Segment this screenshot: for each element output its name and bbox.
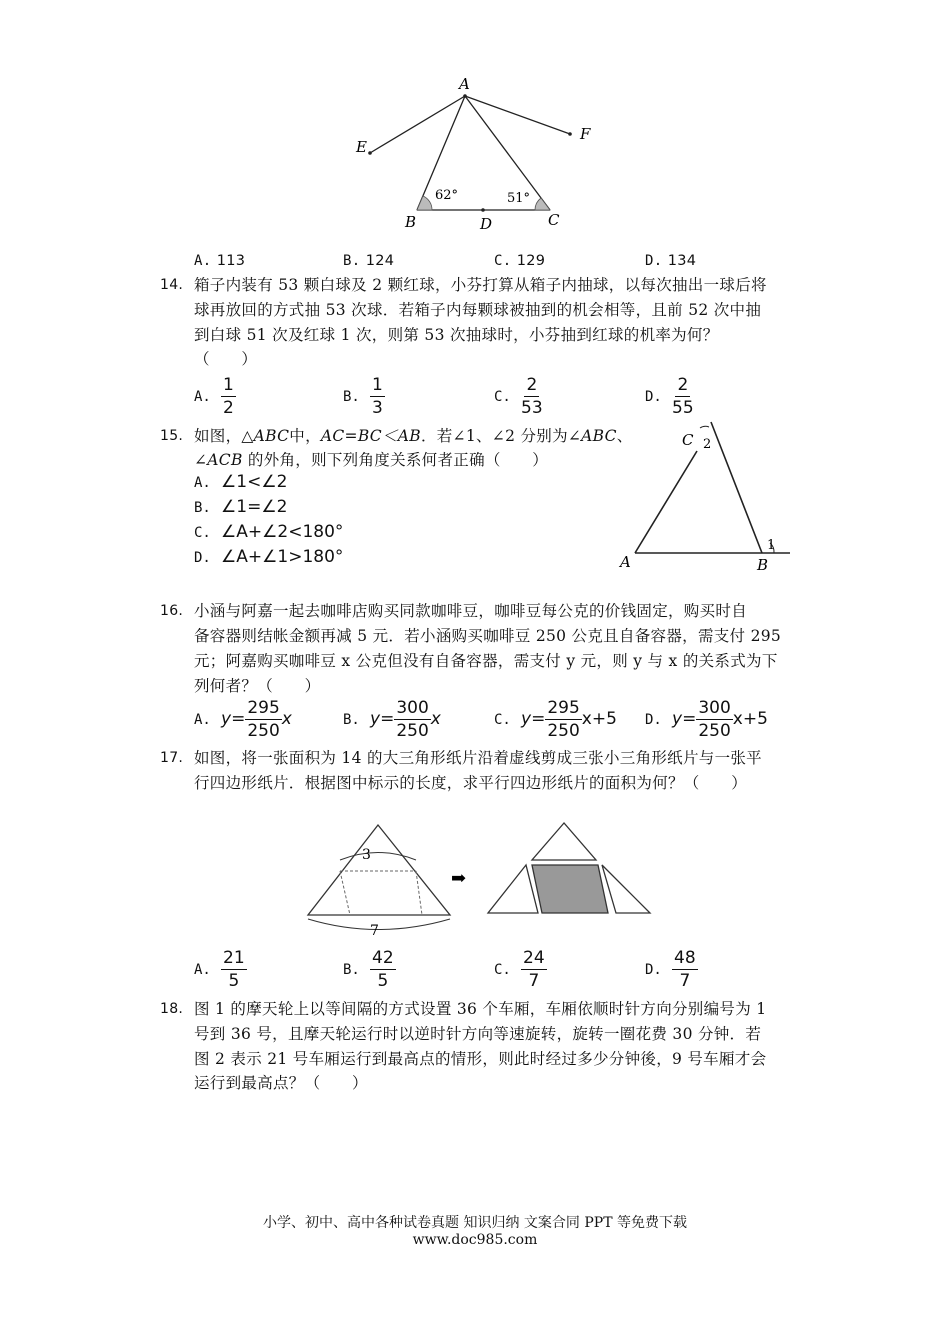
fig13-label-f: F <box>580 125 591 143</box>
q15-option-a[interactable]: A. ∠1<∠2 <box>194 472 288 492</box>
fig13-angle-c: 51° <box>507 191 531 206</box>
q16-line-3: 元；阿嘉购买咖啡豆 x 公克但没有自备容器，需支付 y 元，则 y 与 x 的关系式为下 <box>194 652 778 670</box>
fraction: $\frac{300}{250}$ <box>396 698 429 741</box>
q15-option-d[interactable]: D. ∠A+∠1>180° <box>194 547 344 567</box>
q16-line-4: 列何者？（ ） <box>194 677 321 695</box>
q14-option-b[interactable]: B. $\frac{1}{3}$ <box>343 375 383 418</box>
q15-line-2: ∠ACB 的外角，则下列角度关系何者正确（ ） <box>194 451 549 469</box>
q17-line-2: 行四边形纸片．根据图中标示的长度，求平行四边形纸片的面积为何？（ ） <box>194 774 748 792</box>
fig15-label-b: B <box>757 556 769 574</box>
q15-option-c[interactable]: C. ∠A+∠2<180° <box>194 522 344 542</box>
fig13-angle-b: 62° <box>435 188 459 203</box>
fraction: $\frac{295}{250}$ <box>247 698 280 741</box>
fig15-label-a: A <box>620 553 631 571</box>
fig15-label-c: C <box>682 431 694 449</box>
q16-option-b[interactable]: B. y= $\frac{300}{250}$ x <box>343 698 441 741</box>
q17-option-d[interactable]: D. $\frac{48}{7}$ <box>645 948 696 991</box>
q15-number: 15. <box>160 428 184 444</box>
fig15-angle-1: 1 <box>767 538 776 553</box>
q15-figure <box>612 415 802 575</box>
q14-option-d[interactable]: D. $\frac{2}{55}$ <box>645 375 694 418</box>
fig17-label-bottom: 7 <box>370 923 379 939</box>
q13-option-c[interactable]: C. 129 <box>494 253 546 269</box>
q16-line-2: 备容器则结帐金额再减 5 元．若小涵购买咖啡豆 250 公克且自备容器，需支付 295 <box>194 627 782 645</box>
footer-text: 小学、初中、高中各种试卷真题 知识归纳 文案合同 PPT 等免费下载 <box>263 1215 687 1231</box>
fig13-label-c: C <box>548 211 560 229</box>
fig13-label-e: E <box>356 138 367 156</box>
q18-line-2: 号到 36 号，且摩天轮运行时以逆时针方向等速旋转，旋转一圈花费 30 分钟．若 <box>194 1025 762 1043</box>
q14-line-2: 球再放回的方式抽 53 次球．若箱子内每颗球被抽到的机会相等，且前 52 次中抽 <box>194 301 762 319</box>
q16-option-c[interactable]: C. y= $\frac{295}{250}$ x+5 <box>494 698 617 741</box>
q16-option-a[interactable]: A. y= $\frac{295}{250}$ x <box>194 698 292 741</box>
q18-line-4: 运行到最高点？（ ） <box>194 1074 368 1092</box>
fraction: $\frac{48}{7}$ <box>674 948 696 991</box>
q15-line-1: 如图，△ABC中，AC=BC＜AB．若∠1、∠2 分别为∠ABC、 <box>194 427 633 445</box>
q13-option-b[interactable]: B. 124 <box>343 253 395 269</box>
fraction: $\frac{21}{5}$ <box>223 948 245 991</box>
fraction: $\frac{2}{55}$ <box>672 375 694 418</box>
q17-figure <box>300 815 670 940</box>
fraction: $\frac{1}{3}$ <box>372 375 383 418</box>
q17-option-b[interactable]: B. $\frac{42}{5}$ <box>343 948 394 991</box>
q18-line-1: 图 1 的摩天轮上以等间隔的方式设置 36 个车厢，车厢依顺时针方向分别编号为 1 <box>194 1000 767 1018</box>
fraction: $\frac{24}{7}$ <box>523 948 545 991</box>
fig13-label-a: A <box>459 75 470 93</box>
arrow-right-icon: ➡ <box>451 868 467 889</box>
q16-line-1: 小涵与阿嘉一起去咖啡店购买同款咖啡豆，咖啡豆每公克的价钱固定，购买时自 <box>194 602 748 620</box>
q14-line-3: 到白球 51 次及红球 1 次，则第 53 次抽球时，小芬抽到红球的机率为何？ <box>194 326 719 344</box>
q13-option-d[interactable]: D. 134 <box>645 253 697 269</box>
q14-line-1: 箱子内装有 53 颗白球及 2 颗红球，小芬打算从箱子内抽球，以每次抽出一球后将 <box>194 276 767 294</box>
q18-number: 18. <box>160 1001 184 1017</box>
q16-option-d[interactable]: D. y= $\frac{300}{250}$ x+5 <box>645 698 768 741</box>
fraction: $\frac{2}{53}$ <box>521 375 543 418</box>
fig17-label-top: 3 <box>362 847 371 863</box>
q17-line-1: 如图，将一张面积为 14 的大三角形纸片沿着虚线剪成三张小三角形纸片与一张平 <box>194 749 762 767</box>
fraction: $\frac{300}{250}$ <box>698 698 731 741</box>
fraction: $\frac{295}{250}$ <box>547 698 580 741</box>
q14-option-a[interactable]: A. $\frac{1}{2}$ <box>194 375 234 418</box>
fig13-label-d: D <box>480 215 493 233</box>
q13-option-a[interactable]: A. 113 <box>194 253 246 269</box>
fraction: $\frac{1}{2}$ <box>223 375 234 418</box>
fig15-angle-2: 2 <box>703 437 712 452</box>
fraction: $\frac{42}{5}$ <box>372 948 394 991</box>
footer-url[interactable]: www.doc985.com <box>412 1232 538 1248</box>
q14-option-c[interactable]: C. $\frac{2}{53}$ <box>494 375 543 418</box>
q18-line-3: 图 2 表示 21 号车厢运行到最高点的情形，则此时经过多少分钟後，9 号车厢才会 <box>194 1050 767 1068</box>
fig13-label-b: B <box>405 213 417 231</box>
q17-option-c[interactable]: C. $\frac{24}{7}$ <box>494 948 545 991</box>
q16-number: 16. <box>160 603 184 619</box>
q13-figure <box>350 72 610 237</box>
q14-number: 14. <box>160 277 184 293</box>
q15-option-b[interactable]: B. ∠1=∠2 <box>194 497 288 517</box>
q17-number: 17. <box>160 750 184 766</box>
q14-answer-blank: （ ） <box>194 350 258 368</box>
q17-option-a[interactable]: A. $\frac{21}{5}$ <box>194 948 245 991</box>
